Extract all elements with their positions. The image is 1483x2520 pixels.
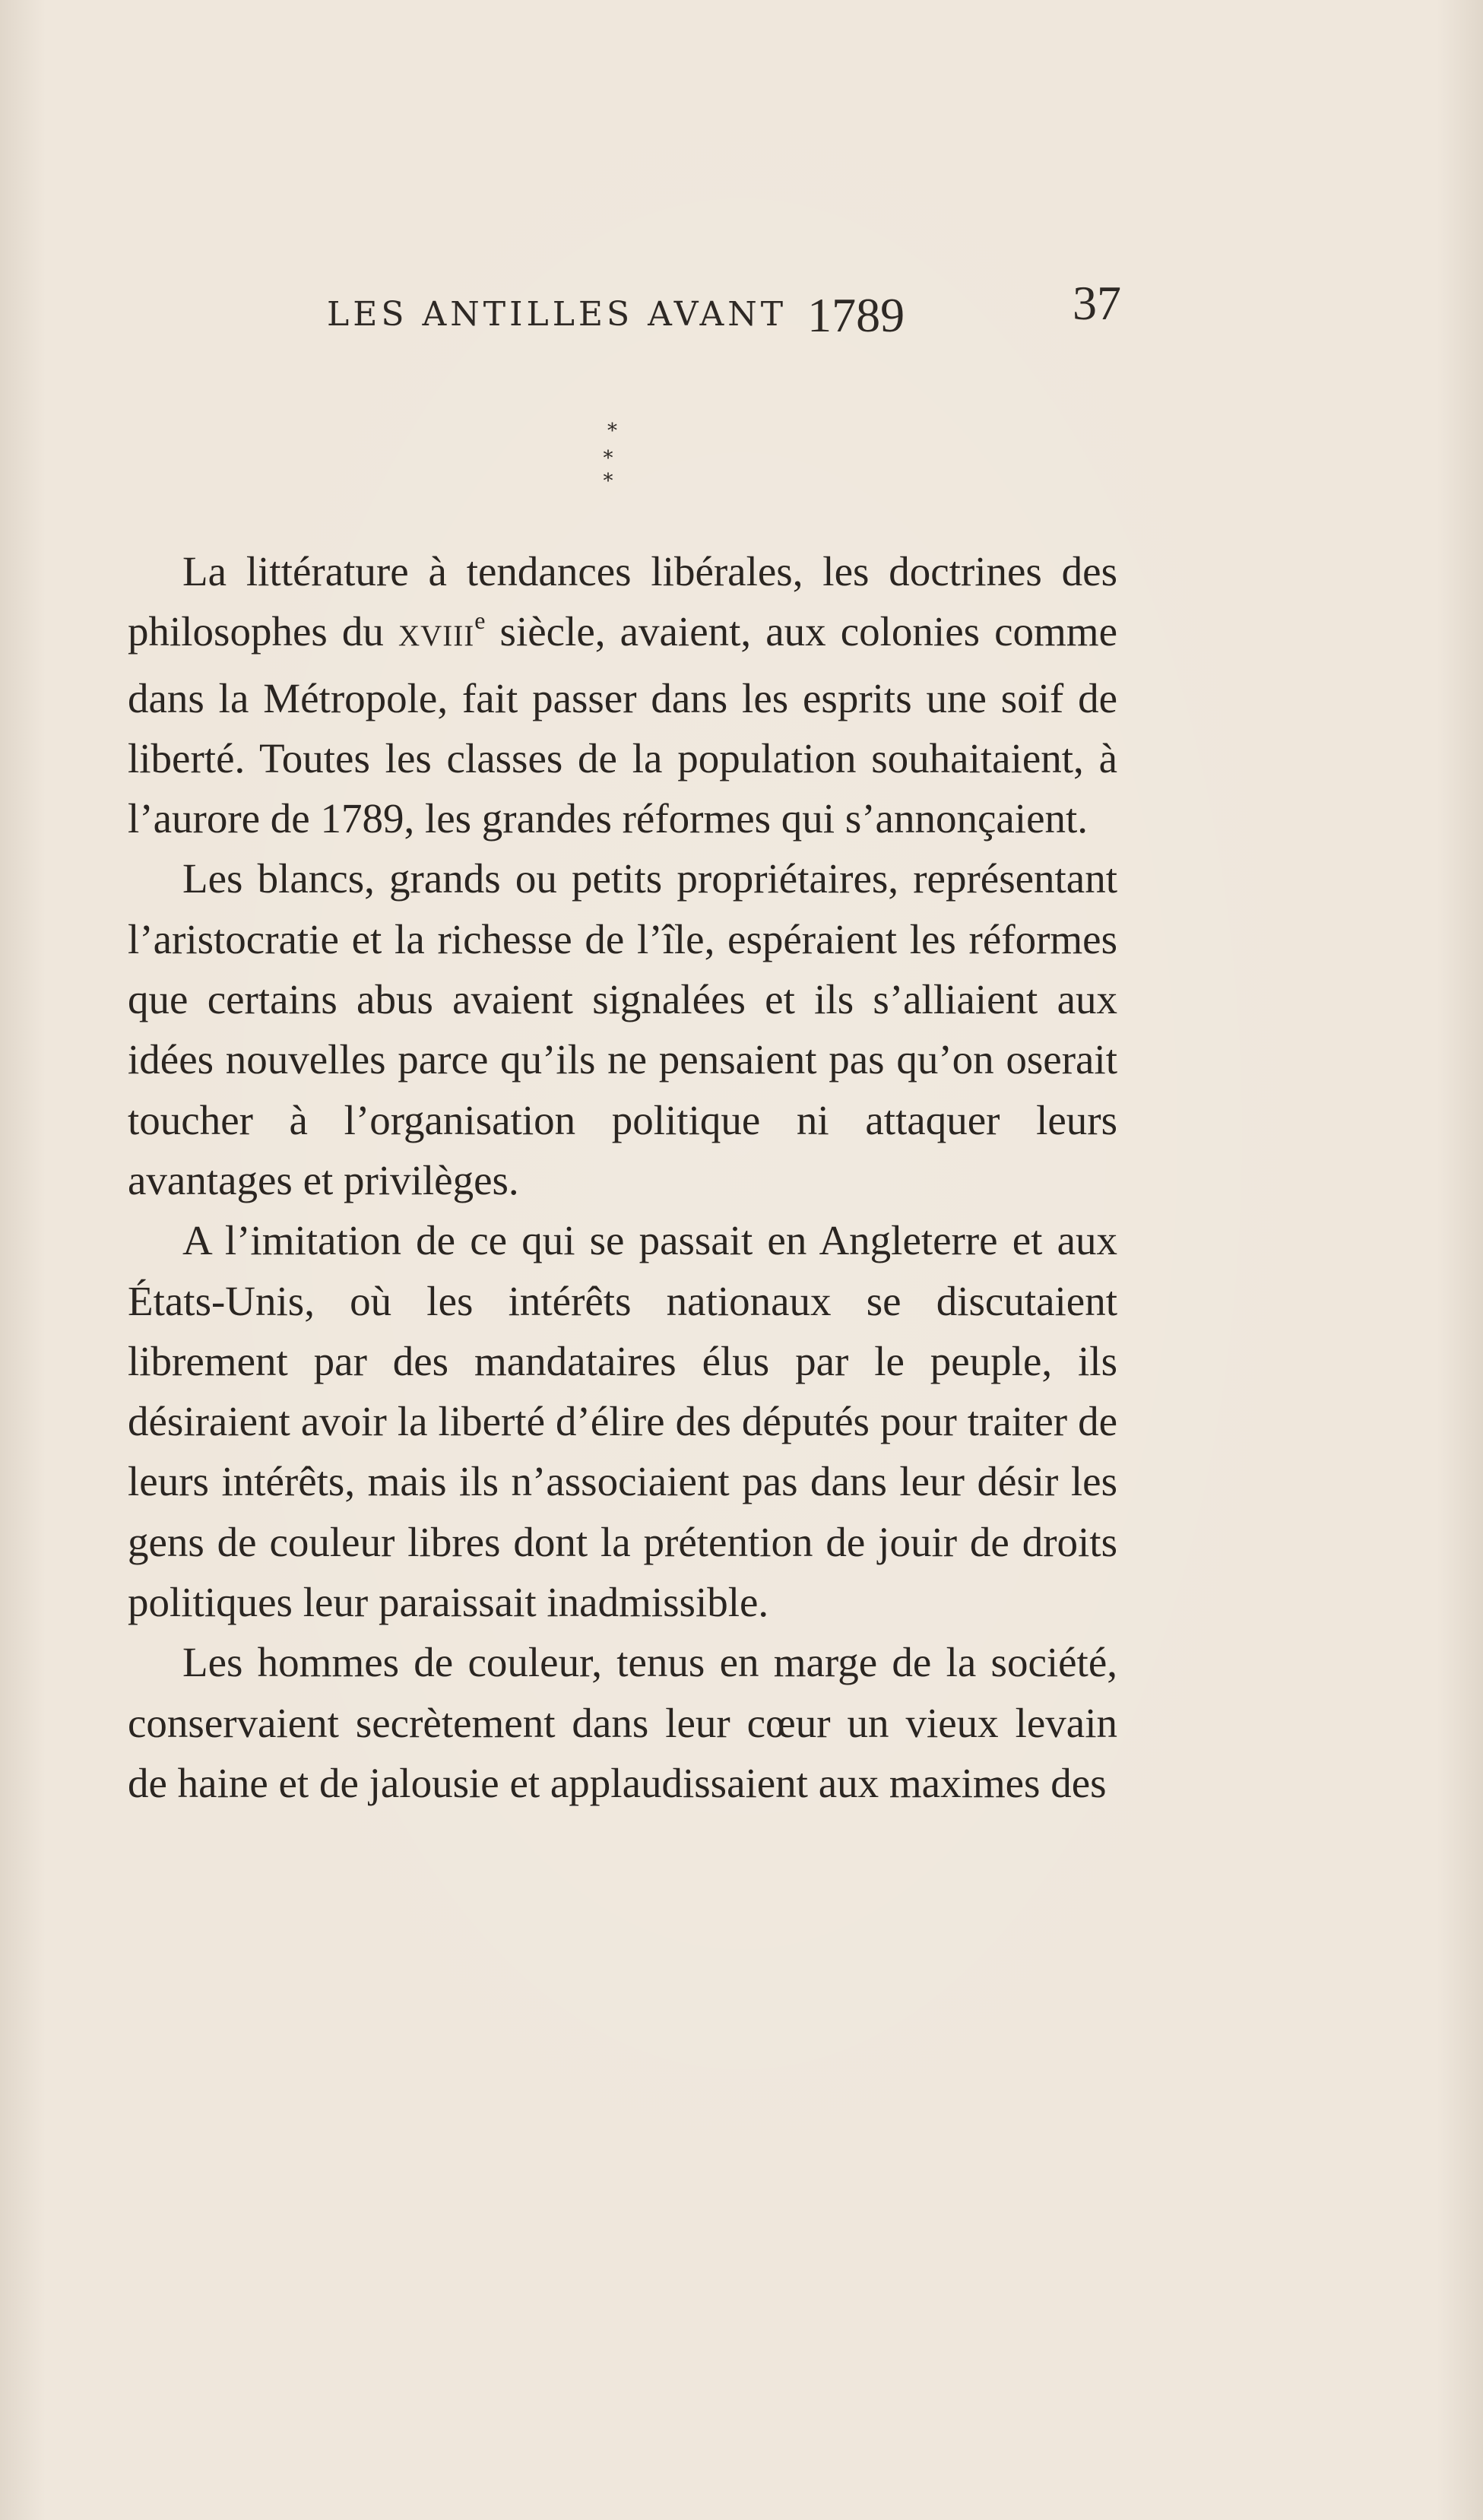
paragraph-1-superscript: e: [474, 607, 486, 635]
asterism-top-star: *: [607, 420, 617, 442]
paragraph-2: Les blancs, grands ou petits propriétaires, représentant l’aristocratie et la richesse de l’île, espéraient les réformes que certains abus avaient signalées et ils s’alliaient aux idées nouvelles parce qu’ils ne pensaient pas qu’on oserait toucher à l’organisation politique ni attaquer leurs avantages et privilèges.: [128, 855, 1117, 1203]
asterism-bottom-stars: * *: [603, 447, 635, 493]
running-title-text: LES ANTILLES AVANT: [327, 295, 787, 334]
page-number: 37: [1073, 276, 1121, 330]
paragraph-1-century: xviii: [398, 608, 475, 655]
paragraph-1-before: La littérature à tendances libérales, les doctrines des philosophes du: [128, 548, 1117, 655]
paragraph-1-after: siècle, avaient, aux colonies comme dans la Métropole, fait passer dans les esprits une soif de liberté. Toutes les classes de la population souhaitaient, à l’aurore de 1789, les grandes réformes qui s’annonçaient.: [128, 608, 1117, 842]
running-head: [327, 275, 1121, 342]
paragraph-1: [128, 541, 1117, 848]
section-asterism: [582, 420, 651, 493]
body-text: [128, 541, 1117, 1813]
running-title: [327, 281, 905, 342]
paragraph-4: Les hommes de couleur, tenus en marge de la société, conservaient secrètement dans leur cœur un vieux levain de haine et de jalousie et applaudissaient aux maximes des: [128, 1639, 1117, 1806]
running-title-year: 1789: [807, 288, 905, 342]
paragraph-3: A l’imitation de ce qui se passait en Angleterre et aux États-Unis, où les intérêts nationaux se discutaient librement par des mandataires élus par le peuple, ils désiraient avoir la liberté d’élire des députés pour traiter de leurs intérêts, mais ils n’associaient pas dans leur désir les gens de couleur libres dont la prétention de jouir de droits politiques leur paraissait inadmissible.: [128, 1217, 1117, 1626]
